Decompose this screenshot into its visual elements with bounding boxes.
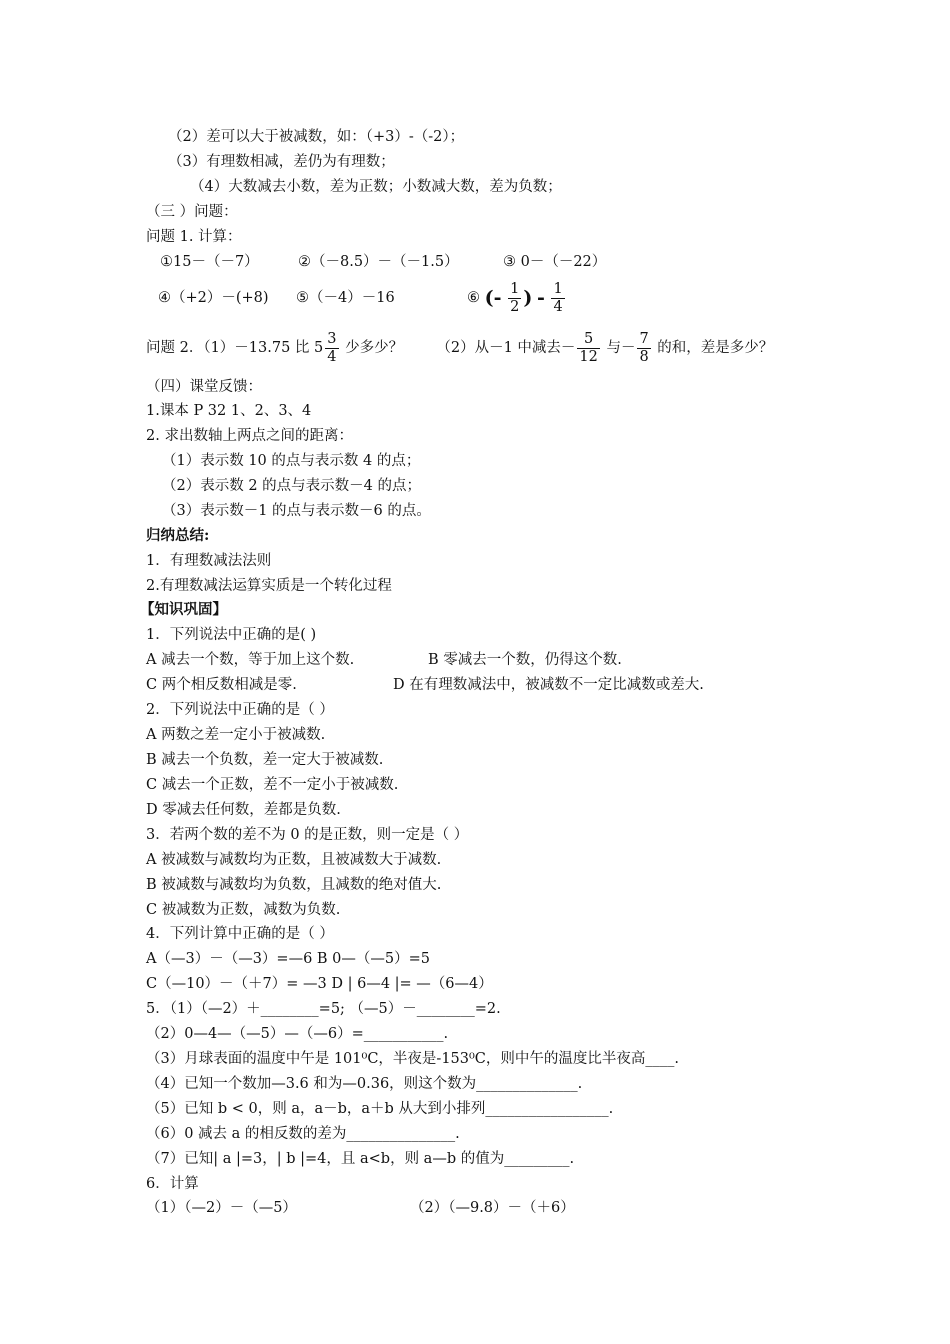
- mixed-fraction: [325, 331, 338, 366]
- c-q2-option-a: A 两数之差一定小于被减数.: [146, 727, 326, 743]
- c-q1-option-d: D 在有理数减法中，被减数不一定比减数或差大.: [393, 677, 704, 693]
- question-1-title: 问题 1. 计算：: [146, 229, 242, 245]
- question-2: [146, 326, 773, 370]
- fraction-numerator: 1: [510, 280, 520, 297]
- neg-sign: -: [493, 287, 502, 309]
- q1-item-3: ③ 0－（－22）: [503, 254, 607, 270]
- c-q3-option-b: B 被减数与减数均为负数，且减数的绝对值大.: [146, 877, 442, 893]
- q1-item-5: ⑤（－4）－16: [296, 290, 395, 306]
- fraction-numerator: 7: [639, 330, 649, 347]
- fraction-numerator: 5: [577, 331, 599, 349]
- q2-after-mix: 少多少？: [340, 340, 404, 356]
- c-q5-part-3: （3）月球表面的温度中午是 101⁰C，半夜是-153⁰C，则中午的温度比半夜高____.: [146, 1051, 680, 1067]
- distance-sub-3: （3）表示数－1 的点与表示数－6 的点。: [162, 503, 431, 519]
- left-paren: (: [484, 287, 494, 309]
- section-3-title: （三 ）问题：: [146, 204, 238, 220]
- summary-item-2: 2.有理数减法运算实质是一个转化过程: [146, 578, 392, 594]
- c-q1-option-a: A 减去一个数，等于加上这个数.: [146, 652, 355, 668]
- fraction-denominator: 4: [553, 298, 563, 315]
- consolidate-title: 【知识巩固】: [140, 601, 227, 618]
- distance-sub-1: （1）表示数 10 的点与表示数 4 的点；: [162, 453, 421, 469]
- c-q1-option-c: C 两个相反数相减是零.: [146, 677, 297, 693]
- q1-item-6-label: ⑥: [467, 290, 480, 306]
- summary-title: 归纳总结:: [146, 527, 210, 544]
- c-q2-option-c: C 减去一个正数，差不一定小于被减数.: [146, 777, 399, 793]
- section-4-title: （四）课堂反馈：: [146, 379, 262, 395]
- c-question-3: 3．若两个数的差不为 0 的是正数，则一定是（ ）: [146, 827, 469, 843]
- c-q6-part-1: （1）（—2）－（—5）: [146, 1200, 297, 1216]
- fraction-denominator: 4: [327, 348, 337, 365]
- q2-lead: 问题 2．（1）－13.75 比: [146, 340, 315, 356]
- feedback-item-1: 1.课本 P 32 1、2、3、4: [146, 403, 312, 419]
- c-q4-row-1: A（—3）－（—3）=—6 B 0—（—5）=5: [146, 951, 430, 967]
- fraction-five-twelfths: [577, 331, 599, 366]
- q2-part2-b: 与－: [601, 340, 636, 356]
- fraction-one-quarter: [551, 281, 564, 316]
- distance-sub-2: （2）表示数 2 的点与表示数－4 的点；: [162, 478, 422, 494]
- c-q5-part-4: （4）已知一个数加—3.6 和为—0.36，则这个数为______________.: [146, 1076, 583, 1092]
- c-q3-option-c: C 被减数为正数，减数为负数.: [146, 902, 341, 918]
- c-question-2: 2．下列说法中正确的是（ ）: [146, 702, 334, 718]
- q2-part2-c: 的和，差是多少？: [652, 340, 774, 356]
- c-q5-part-2: （2）0—4—（—5）—（—6）=___________.: [146, 1026, 449, 1042]
- c-q1-option-b: B 零减去一个数，仍得这个数.: [428, 652, 622, 668]
- c-q5-part-6: （6）0 减去 a 的相反数的差为_______________.: [146, 1126, 460, 1142]
- c-question-6: 6．计算: [146, 1176, 199, 1192]
- fraction-seven-eighths: [637, 331, 650, 366]
- c-q5-part-7: （7）已知| a |=3，| b |=4，且 a<b，则 a—b 的值为_________.: [146, 1151, 575, 1167]
- c-q6-part-2: （2）（—9.8）－（＋6）: [410, 1200, 575, 1216]
- fraction-one-half: [508, 281, 521, 316]
- property-4: （4）大数减去小数，差为正数；小数减大数，差为负数；: [190, 179, 562, 195]
- summary-item-1: 1．有理数减法法则: [146, 553, 272, 569]
- c-question-1: 1．下列说法中正确的是( ): [146, 627, 317, 643]
- c-q3-option-a: A 被减数与减数均为正数，且被减数大于减数.: [146, 852, 442, 868]
- mixed-whole: 5: [314, 340, 324, 356]
- q1-item-4: ④（+2）－(+8): [158, 290, 269, 306]
- c-question-4: 4．下列计算中正确的是（ ）: [146, 926, 334, 942]
- right-paren: ): [523, 287, 533, 309]
- fraction-denominator: 8: [639, 348, 649, 365]
- c-q2-option-d: D 零减去任何数，差都是负数.: [146, 802, 341, 818]
- q2-part2-a: （2）从－1 中减去－: [436, 340, 576, 356]
- c-q2-option-b: B 减去一个负数，差一定大于被减数.: [146, 752, 384, 768]
- minus-sign: -: [536, 287, 545, 309]
- c-q5-part-5: （5）已知 b < 0，则 a，a－b，a＋b 从大到小排列_________________.: [146, 1101, 614, 1117]
- property-2: （2）差可以大于被减数，如：（+3）-（-2）；: [168, 129, 465, 145]
- fraction-numerator: 1: [553, 280, 563, 297]
- feedback-item-2: 2. 求出数轴上两点之间的距离：: [146, 428, 353, 444]
- q1-item-1: ①15－（－7）: [160, 254, 259, 270]
- fraction-numerator: 3: [327, 330, 337, 347]
- q1-item-6: [467, 277, 567, 319]
- property-3: （3）有理数相减，差仍为有理数；: [168, 154, 395, 170]
- c-q4-row-2: C（—10）－（＋7）= —3 D | 6—4 |= —（6—4）: [146, 976, 493, 992]
- c-q5-part-1: 5．（1）（—2）＋________=5; （—5）－________=2.: [146, 1001, 501, 1017]
- fraction-denominator: 12: [579, 348, 598, 365]
- q1-item-2: ②（－8.5）－（－1.5）: [298, 254, 459, 270]
- fraction-denominator: 2: [510, 298, 520, 315]
